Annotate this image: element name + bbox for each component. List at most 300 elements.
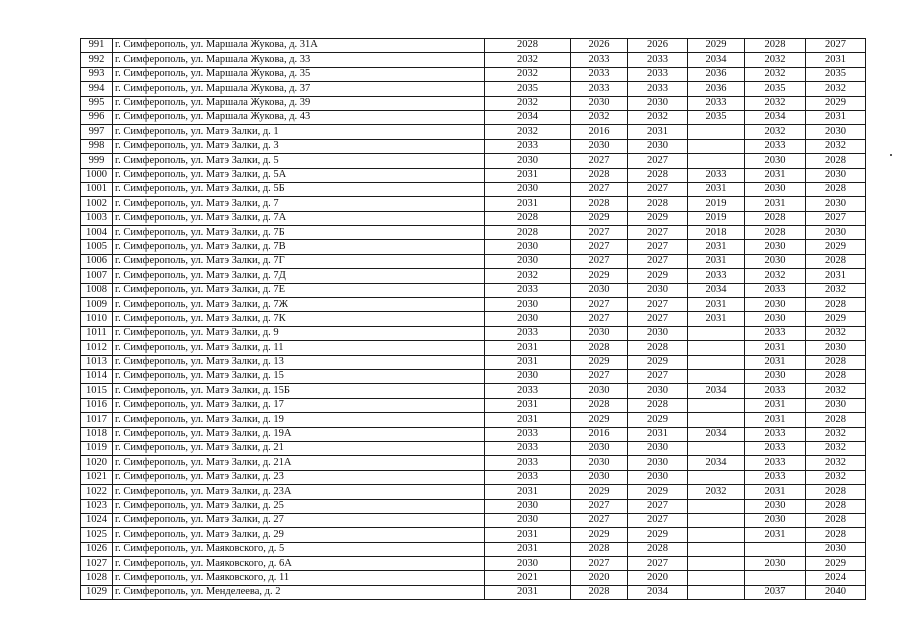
year-cell: 2031 (806, 53, 866, 67)
address-cell: г. Симферополь, ул. Матэ Залки, д. 5А (113, 168, 485, 182)
year-cell (688, 513, 745, 527)
year-cell: 2031 (688, 254, 745, 268)
table-row (81, 298, 866, 312)
year-cell: 2029 (571, 269, 628, 283)
year-cell: 2029 (628, 355, 688, 369)
row-number-cell: 1028 (81, 571, 113, 585)
address-cell: г. Симферополь, ул. Матэ Залки, д. 21А (113, 456, 485, 470)
year-cell (688, 528, 745, 542)
table-row (81, 211, 866, 225)
row-number-cell: 1019 (81, 441, 113, 455)
year-cell (688, 571, 745, 585)
year-cell: 2027 (571, 298, 628, 312)
address-cell: г. Симферополь, ул. Менделеева, д. 2 (113, 585, 485, 599)
address-cell: г. Симферополь, ул. Матэ Залки, д. 7Ж (113, 298, 485, 312)
address-cell: г. Симферополь, ул. Маршала Жукова, д. 33 (113, 53, 485, 67)
year-cell: 2029 (806, 557, 866, 571)
table-row (81, 254, 866, 268)
year-cell (688, 557, 745, 571)
table-row (81, 441, 866, 455)
year-cell: 2028 (628, 168, 688, 182)
year-cell: 2031 (485, 398, 571, 412)
year-cell: 2028 (806, 413, 866, 427)
year-cell: 2033 (745, 283, 806, 297)
year-cell: 2028 (571, 398, 628, 412)
row-number-cell: 1024 (81, 513, 113, 527)
year-cell: 2027 (571, 154, 628, 168)
year-cell: 2032 (806, 139, 866, 153)
year-cell: 2031 (806, 110, 866, 124)
year-cell: 2032 (806, 384, 866, 398)
year-cell: 2030 (485, 369, 571, 383)
address-cell: г. Симферополь, ул. Маяковского, д. 5 (113, 542, 485, 556)
year-cell: 2028 (485, 226, 571, 240)
year-cell: 2031 (688, 298, 745, 312)
year-cell: 2031 (688, 312, 745, 326)
row-number-cell: 1006 (81, 254, 113, 268)
year-cell: 2029 (806, 240, 866, 254)
address-cell: г. Симферополь, ул. Маршала Жукова, д. 35 (113, 67, 485, 81)
table-row (81, 96, 866, 110)
year-cell (688, 139, 745, 153)
year-cell: 2034 (688, 283, 745, 297)
row-number-cell: 1008 (81, 283, 113, 297)
address-cell: г. Симферополь, ул. Матэ Залки, д. 29 (113, 528, 485, 542)
year-cell: 2033 (745, 470, 806, 484)
year-cell (688, 499, 745, 513)
address-cell: г. Симферополь, ул. Маршала Жукова, д. 37 (113, 82, 485, 96)
scan-speck (890, 154, 892, 156)
table-row (81, 312, 866, 326)
year-cell: 2033 (745, 139, 806, 153)
year-cell: 2033 (485, 427, 571, 441)
year-cell: 2031 (628, 427, 688, 441)
year-cell: 2031 (628, 125, 688, 139)
year-cell: 2030 (485, 254, 571, 268)
row-number-cell: 1020 (81, 456, 113, 470)
address-cell: г. Симферополь, ул. Маршала Жукова, д. 43 (113, 110, 485, 124)
address-cell: г. Симферополь, ул. Матэ Залки, д. 21 (113, 441, 485, 455)
year-cell: 2033 (628, 82, 688, 96)
row-number-cell: 1025 (81, 528, 113, 542)
year-cell: 2028 (745, 211, 806, 225)
address-cell: г. Симферополь, ул. Матэ Залки, д. 5Б (113, 182, 485, 196)
table-row (81, 571, 866, 585)
year-cell: 2027 (571, 240, 628, 254)
year-cell: 2021 (485, 571, 571, 585)
row-number-cell: 1009 (81, 298, 113, 312)
year-cell: 2026 (628, 39, 688, 53)
row-number-cell: 1011 (81, 326, 113, 340)
year-cell: 2033 (485, 283, 571, 297)
year-cell: 2037 (745, 585, 806, 599)
year-cell: 2027 (571, 499, 628, 513)
row-number-cell: 1015 (81, 384, 113, 398)
year-cell: 2027 (628, 254, 688, 268)
year-cell: 2030 (745, 254, 806, 268)
year-cell: 2027 (628, 240, 688, 254)
year-cell: 2030 (628, 139, 688, 153)
year-cell: 2035 (688, 110, 745, 124)
year-cell: 2031 (485, 585, 571, 599)
table-row (81, 355, 866, 369)
table-row (81, 369, 866, 383)
year-cell: 2035 (745, 82, 806, 96)
year-cell: 2031 (745, 398, 806, 412)
year-cell: 2028 (571, 542, 628, 556)
year-cell: 2016 (571, 125, 628, 139)
table-row (81, 226, 866, 240)
address-cell: г. Симферополь, ул. Матэ Залки, д. 7Б (113, 226, 485, 240)
year-cell: 2033 (688, 168, 745, 182)
year-cell: 2030 (485, 312, 571, 326)
year-cell: 2028 (485, 211, 571, 225)
row-number-cell: 1027 (81, 557, 113, 571)
year-cell: 2028 (745, 39, 806, 53)
year-cell: 2030 (745, 182, 806, 196)
row-number-cell: 994 (81, 82, 113, 96)
year-cell: 2032 (485, 96, 571, 110)
year-cell: 2032 (806, 441, 866, 455)
address-cell: г. Симферополь, ул. Матэ Залки, д. 27 (113, 513, 485, 527)
year-cell: 2030 (628, 96, 688, 110)
year-cell: 2027 (628, 226, 688, 240)
year-cell: 2028 (628, 398, 688, 412)
year-cell: 2033 (628, 53, 688, 67)
year-cell: 2029 (571, 413, 628, 427)
year-cell: 2032 (806, 326, 866, 340)
year-cell: 2030 (571, 456, 628, 470)
year-cell: 2030 (806, 168, 866, 182)
address-cell: г. Симферополь, ул. Матэ Залки, д. 11 (113, 341, 485, 355)
year-cell: 2027 (628, 513, 688, 527)
address-cell: г. Симферополь, ул. Матэ Залки, д. 23А (113, 485, 485, 499)
year-cell: 2033 (745, 384, 806, 398)
year-cell: 2031 (485, 355, 571, 369)
year-cell: 2034 (628, 585, 688, 599)
row-number-cell: 998 (81, 139, 113, 153)
year-cell: 2019 (688, 197, 745, 211)
year-cell: 2030 (485, 298, 571, 312)
address-cell: г. Симферополь, ул. Матэ Залки, д. 7 (113, 197, 485, 211)
year-cell: 2028 (628, 542, 688, 556)
year-cell: 2029 (571, 528, 628, 542)
address-cell: г. Симферополь, ул. Матэ Залки, д. 23 (113, 470, 485, 484)
year-cell: 2027 (571, 513, 628, 527)
year-cell: 2028 (745, 226, 806, 240)
year-cell: 2030 (745, 513, 806, 527)
year-cell: 2034 (688, 427, 745, 441)
year-cell: 2028 (806, 182, 866, 196)
year-cell: 2033 (688, 269, 745, 283)
year-cell: 2029 (688, 39, 745, 53)
year-cell: 2028 (571, 197, 628, 211)
year-cell: 2030 (628, 456, 688, 470)
year-cell: 2030 (571, 283, 628, 297)
year-cell: 2031 (485, 485, 571, 499)
year-cell (688, 542, 745, 556)
table-row (81, 125, 866, 139)
table-row (81, 139, 866, 153)
year-cell (688, 413, 745, 427)
year-cell: 2029 (806, 312, 866, 326)
table-row (81, 326, 866, 340)
year-cell: 2030 (745, 240, 806, 254)
table-row (81, 82, 866, 96)
year-cell: 2020 (628, 571, 688, 585)
year-cell: 2033 (485, 470, 571, 484)
year-cell: 2031 (688, 182, 745, 196)
address-cell: г. Симферополь, ул. Матэ Залки, д. 9 (113, 326, 485, 340)
year-cell: 2034 (688, 384, 745, 398)
year-cell: 2032 (806, 82, 866, 96)
year-cell: 2028 (806, 528, 866, 542)
year-cell: 2030 (485, 182, 571, 196)
year-cell: 2033 (745, 427, 806, 441)
year-cell: 2020 (571, 571, 628, 585)
year-cell: 2030 (485, 240, 571, 254)
year-cell: 2030 (628, 326, 688, 340)
year-cell: 2031 (485, 542, 571, 556)
address-cell: г. Симферополь, ул. Матэ Залки, д. 19А (113, 427, 485, 441)
table-row (81, 413, 866, 427)
row-number-cell: 992 (81, 53, 113, 67)
year-cell: 2034 (485, 110, 571, 124)
row-number-cell: 1001 (81, 182, 113, 196)
year-cell: 2032 (806, 456, 866, 470)
year-cell: 2029 (628, 528, 688, 542)
year-cell: 2034 (745, 110, 806, 124)
address-cell: г. Симферополь, ул. Матэ Залки, д. 3 (113, 139, 485, 153)
address-cell: г. Симферополь, ул. Матэ Залки, д. 13 (113, 355, 485, 369)
address-cell: г. Симферополь, ул. Матэ Залки, д. 15Б (113, 384, 485, 398)
address-cell: г. Симферополь, ул. Матэ Залки, д. 17 (113, 398, 485, 412)
year-cell: 2031 (485, 168, 571, 182)
year-cell: 2032 (485, 53, 571, 67)
address-cell: г. Симферополь, ул. Маршала Жукова, д. 31А (113, 39, 485, 53)
year-cell: 2028 (806, 369, 866, 383)
year-cell: 2030 (745, 557, 806, 571)
year-cell: 2030 (571, 384, 628, 398)
year-cell: 2031 (745, 355, 806, 369)
row-number-cell: 1007 (81, 269, 113, 283)
year-cell (688, 470, 745, 484)
year-cell: 2035 (485, 82, 571, 96)
year-cell: 2033 (745, 326, 806, 340)
year-cell: 2033 (688, 96, 745, 110)
year-cell: 2028 (571, 585, 628, 599)
table-row (81, 456, 866, 470)
year-cell: 2030 (806, 125, 866, 139)
year-cell: 2019 (688, 211, 745, 225)
year-cell: 2030 (628, 384, 688, 398)
year-cell: 2030 (571, 139, 628, 153)
year-cell: 2033 (485, 441, 571, 455)
address-cell: г. Симферополь, ул. Маяковского, д. 6А (113, 557, 485, 571)
year-cell: 2028 (628, 341, 688, 355)
table-row (81, 398, 866, 412)
year-cell (688, 355, 745, 369)
year-cell: 2032 (745, 53, 806, 67)
housing-repair-schedule-table (80, 38, 866, 600)
row-number-cell: 991 (81, 39, 113, 53)
year-cell: 2030 (745, 369, 806, 383)
row-number-cell: 999 (81, 154, 113, 168)
year-cell: 2034 (688, 53, 745, 67)
year-cell: 2030 (571, 470, 628, 484)
row-number-cell: 1012 (81, 341, 113, 355)
year-cell: 2030 (745, 312, 806, 326)
year-cell: 2030 (806, 341, 866, 355)
table-row (81, 528, 866, 542)
year-cell: 2032 (628, 110, 688, 124)
year-cell: 2027 (628, 312, 688, 326)
year-cell: 2031 (745, 528, 806, 542)
year-cell: 2024 (806, 571, 866, 585)
year-cell (688, 125, 745, 139)
year-cell: 2030 (806, 197, 866, 211)
year-cell: 2030 (485, 499, 571, 513)
row-number-cell: 1021 (81, 470, 113, 484)
address-cell: г. Симферополь, ул. Матэ Залки, д. 25 (113, 499, 485, 513)
year-cell: 2031 (485, 528, 571, 542)
table-row (81, 269, 866, 283)
year-cell: 2031 (688, 240, 745, 254)
year-cell: 2031 (745, 341, 806, 355)
year-cell (688, 326, 745, 340)
table-row (81, 341, 866, 355)
address-cell: г. Симферополь, ул. Маршала Жукова, д. 39 (113, 96, 485, 110)
year-cell: 2032 (485, 67, 571, 81)
table-row (81, 39, 866, 53)
address-cell: г. Симферополь, ул. Матэ Залки, д. 7Д (113, 269, 485, 283)
year-cell: 2027 (806, 39, 866, 53)
year-cell: 2027 (571, 226, 628, 240)
year-cell (688, 441, 745, 455)
year-cell: 2029 (571, 485, 628, 499)
year-cell: 2031 (485, 413, 571, 427)
row-number-cell: 1002 (81, 197, 113, 211)
year-cell: 2033 (485, 456, 571, 470)
table-row (81, 197, 866, 211)
year-cell: 2030 (628, 470, 688, 484)
year-cell: 2032 (688, 485, 745, 499)
year-cell: 2033 (485, 326, 571, 340)
year-cell: 2032 (485, 269, 571, 283)
year-cell: 2027 (628, 154, 688, 168)
row-number-cell: 1003 (81, 211, 113, 225)
year-cell: 2030 (745, 154, 806, 168)
row-number-cell: 996 (81, 110, 113, 124)
year-cell: 2036 (688, 82, 745, 96)
year-cell: 2018 (688, 226, 745, 240)
year-cell: 2028 (806, 154, 866, 168)
year-cell: 2030 (571, 96, 628, 110)
year-cell: 2027 (571, 254, 628, 268)
year-cell: 2029 (628, 413, 688, 427)
year-cell: 2027 (571, 557, 628, 571)
row-number-cell: 1023 (81, 499, 113, 513)
year-cell (688, 369, 745, 383)
address-cell: г. Симферополь, ул. Матэ Залки, д. 15 (113, 369, 485, 383)
year-cell: 2027 (628, 298, 688, 312)
address-cell: г. Симферополь, ул. Матэ Залки, д. 7К (113, 312, 485, 326)
year-cell: 2035 (806, 67, 866, 81)
year-cell: 2031 (485, 341, 571, 355)
year-cell: 2033 (571, 82, 628, 96)
table-row (81, 154, 866, 168)
row-number-cell: 993 (81, 67, 113, 81)
row-number-cell: 1000 (81, 168, 113, 182)
address-cell: г. Симферополь, ул. Матэ Залки, д. 7Е (113, 283, 485, 297)
year-cell: 2028 (571, 168, 628, 182)
year-cell: 2026 (571, 39, 628, 53)
year-cell: 2027 (628, 369, 688, 383)
year-cell: 2028 (806, 298, 866, 312)
year-cell: 2030 (628, 441, 688, 455)
year-cell (745, 542, 806, 556)
year-cell: 2032 (485, 125, 571, 139)
year-cell: 2032 (745, 269, 806, 283)
row-number-cell: 1014 (81, 369, 113, 383)
year-cell (745, 571, 806, 585)
year-cell: 2027 (806, 211, 866, 225)
year-cell: 2027 (628, 182, 688, 196)
year-cell: 2031 (745, 197, 806, 211)
address-cell: г. Симферополь, ул. Маяковского, д. 11 (113, 571, 485, 585)
table-row (81, 182, 866, 196)
year-cell: 2030 (806, 226, 866, 240)
year-cell: 2030 (571, 326, 628, 340)
table-row (81, 557, 866, 571)
address-cell: г. Симферополь, ул. Матэ Залки, д. 7А (113, 211, 485, 225)
year-cell: 2031 (485, 197, 571, 211)
row-number-cell: 1013 (81, 355, 113, 369)
table-row (81, 53, 866, 67)
row-number-cell: 995 (81, 96, 113, 110)
year-cell: 2028 (806, 485, 866, 499)
year-cell: 2032 (571, 110, 628, 124)
row-number-cell: 1016 (81, 398, 113, 412)
year-cell: 2033 (745, 456, 806, 470)
table-row (81, 67, 866, 81)
year-cell: 2028 (628, 197, 688, 211)
year-cell: 2032 (745, 96, 806, 110)
year-cell: 2040 (806, 585, 866, 599)
table-row (81, 384, 866, 398)
year-cell: 2032 (806, 283, 866, 297)
year-cell: 2031 (745, 413, 806, 427)
table-row (81, 470, 866, 484)
year-cell: 2033 (745, 441, 806, 455)
address-cell: г. Симферополь, ул. Матэ Залки, д. 1 (113, 125, 485, 139)
year-cell: 2033 (485, 384, 571, 398)
address-cell: г. Симферополь, ул. Матэ Залки, д. 7Г (113, 254, 485, 268)
year-cell: 2027 (628, 557, 688, 571)
year-cell: 2033 (485, 139, 571, 153)
year-cell: 2030 (628, 283, 688, 297)
address-cell: г. Симферополь, ул. Матэ Залки, д. 19 (113, 413, 485, 427)
year-cell: 2032 (806, 427, 866, 441)
year-cell (688, 154, 745, 168)
row-number-cell: 997 (81, 125, 113, 139)
table-body (81, 39, 866, 600)
year-cell (688, 341, 745, 355)
row-number-cell: 1005 (81, 240, 113, 254)
row-number-cell: 1018 (81, 427, 113, 441)
year-cell: 2027 (571, 369, 628, 383)
year-cell: 2032 (745, 67, 806, 81)
